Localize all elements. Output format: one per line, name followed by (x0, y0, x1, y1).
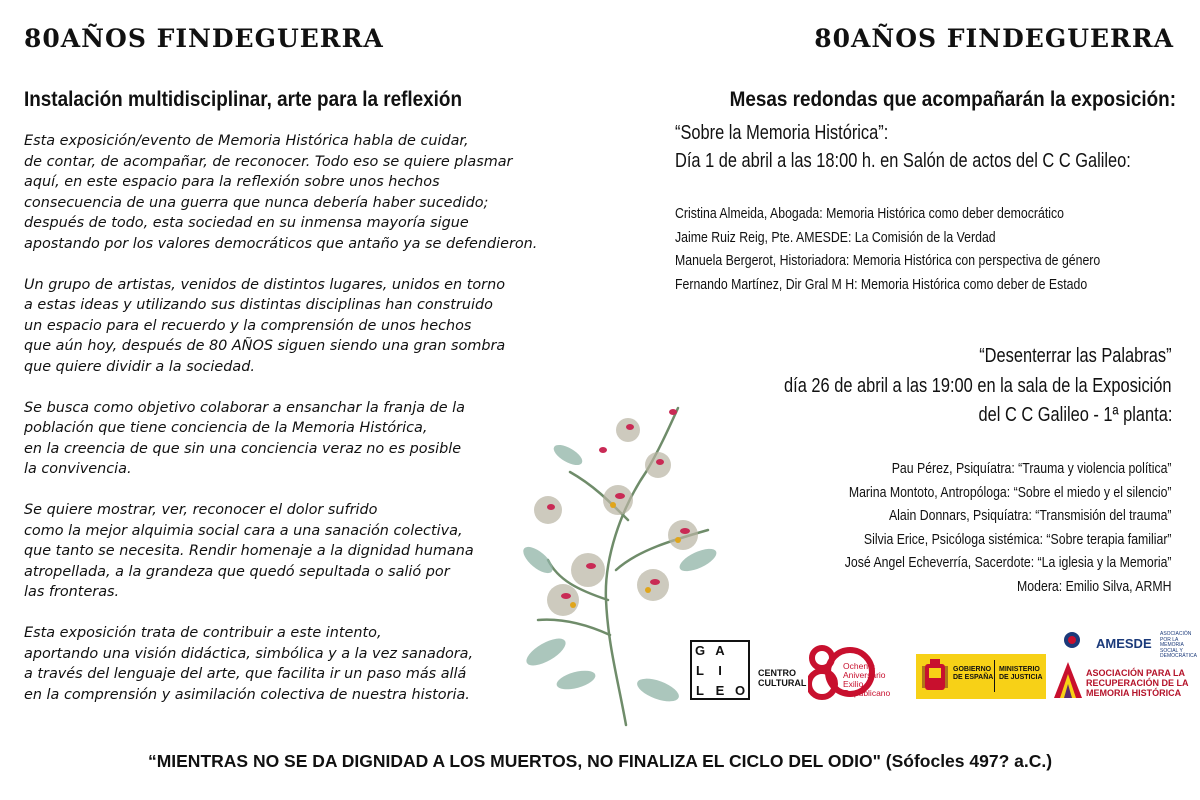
amesde-name: AMESDE (1096, 636, 1152, 651)
logo-text-line: RECUPERACIÓN DE LA (1086, 678, 1189, 688)
text-line: apostando por los valores democráticos que antaño ya se defendieron. (24, 235, 538, 252)
paragraph (24, 275, 584, 378)
logo-text-line: Ochenta (843, 661, 876, 671)
text-line: a través del lenguaje del arte, que facilita ir un paso más allá (24, 666, 467, 682)
galileo-caption (758, 668, 806, 688)
logo-text-line: GOBIERNO (953, 666, 992, 673)
logo-letter: L (696, 682, 704, 698)
text-line: en la creencia de que sin una conciencia veraz no es posible (24, 440, 462, 457)
paragraph (24, 500, 584, 603)
text-line: población que tiene conciencia de la Memoria Histórica, (24, 420, 428, 436)
speaker-item: Manuela Bergerot, Historiadora: Memoria Histórica con perspectiva de género (675, 252, 1101, 269)
text-line: como la mejor alquimia social cara a una sanación colectiva, (24, 522, 463, 539)
talk2-venue: del C C Galileo - 1ª planta: (978, 404, 1172, 426)
speaker-item: Fernando Martínez, Dir Gral M H: Memoria Histórica como deber de Estado (675, 275, 1088, 293)
logo-text-line: MEMORIA HISTÓRICA (1086, 688, 1182, 698)
text-line: de contar, de acompañar, de reconocer. Todo eso se quiere plasmar (24, 153, 513, 170)
logo-text-line: Aniversario (843, 670, 886, 680)
text-line: Esta exposición trata de contribuir a este intento, (24, 625, 382, 641)
armh-logo (1052, 660, 1084, 700)
paragraph (24, 131, 584, 254)
text-line: que quiere dividir a la sociedad. (24, 358, 255, 375)
logo-letter (730, 660, 750, 680)
logo-letter: L (696, 662, 704, 678)
caption-line: CENTRO (758, 668, 796, 678)
text-line: a estas ideas y utilizando sus distintas disciplinas han construido (24, 297, 493, 313)
sophocles-quote: “MIENTRAS NO SE DA DIGNIDAD A LOS MUERTOS, NO FINALIZA EL CICLO DEL ODIO" (Sófocles 497? a.C.) (147, 751, 1053, 771)
paragraph (24, 398, 584, 480)
text-line: consecuencia de una guerra que nunca debería haber sucedido; (24, 194, 489, 211)
logo-text-line: DE ESPAÑA (953, 674, 994, 681)
speaker-item: Marina Montoto, Antropóloga: “Sobre el miedo y el silencio” (849, 483, 1172, 501)
text-line: en la comprensión y asimilación colectiva de nuestra historia. (24, 686, 470, 703)
text-line: después de todo, esta sociedad en su inmensa mayoría sigue (24, 215, 469, 231)
logo-letter (730, 640, 750, 660)
talk2-title: “Desenterrar las Palabras” (979, 345, 1172, 367)
gobierno-espana-logo (916, 654, 1046, 699)
text-line: atropellada, a la grandeza que quedó sepultada o salió por (24, 563, 450, 580)
text-line: Se busca como objetivo colaborar a ensanchar la franja de la (24, 399, 465, 416)
brand-title-left: 80AÑOS FINDEGUERRA (24, 24, 384, 53)
talk1-date: Día 1 de abril a las 18:00 h. en Salón de actos del C C Galileo: (675, 150, 1131, 172)
coat-of-arms-icon (921, 658, 949, 695)
exhibition-description (24, 131, 584, 726)
speaker-item: Pau Pérez, Psiquíatra: “Trauma y violencia política” (892, 460, 1172, 477)
amesde-subtitle: ASOCIACIÓN POR LA MEMORIA SOCIAL Y DEMOCRÁTICA (1160, 631, 1197, 659)
speaker-item: Silvia Erice, Psicóloga sistémica: “Sobre terapia familiar” (864, 530, 1172, 548)
moderator-item: Modera: Emilio Silva, ARMH (1017, 577, 1172, 595)
talk2-speakers (845, 457, 1172, 598)
gobierno-text (953, 666, 993, 682)
logo-letter: I (718, 662, 722, 678)
logo-letter: O (734, 682, 746, 698)
galileo-logo (690, 640, 750, 700)
logo-text-line: Exilio (843, 679, 864, 689)
logo-text-line: MINISTERIO (999, 666, 1040, 673)
caption-line: CULTURAL (758, 678, 807, 688)
text-line: Un grupo de artistas, venidos de distintos lugares, unidos en torno (24, 276, 506, 293)
paragraph (24, 623, 584, 705)
armh-text (1086, 668, 1189, 698)
logo-letter: A (715, 642, 725, 658)
logo-letter: E (715, 682, 725, 698)
text-line: aportando una visión didáctica, simbólica y a la vez sanadora, (24, 645, 474, 662)
speaker-item: Alain Donnars, Psiquíatra: “Transmisión del trauma” (889, 507, 1172, 524)
talk2-date: día 26 de abril a las 19:00 en la sala de la Exposición (784, 375, 1172, 397)
speaker-item: Jaime Ruiz Reig, Pte. AMESDE: La Comisión de la Verdad (675, 228, 996, 246)
text-line: que tanto se necesita. Rendir homenaje a la dignidad humana (24, 543, 474, 559)
logo-text-line: ASOCIACIÓN PARA LA (1086, 668, 1185, 678)
ochenta-aniversario-text (843, 662, 890, 698)
logo-letter: G (694, 642, 706, 658)
talk1-speakers (675, 202, 1100, 296)
text-line: Esta exposición/evento de Memoria Histórica habla de cuidar, (24, 133, 469, 149)
talk1-title: “Sobre la Memoria Histórica”: (675, 122, 889, 144)
logo-text-line: Republicano (843, 688, 891, 698)
round-tables-heading: Mesas redondas que acompañarán la exposición: (729, 88, 1176, 111)
text-line: un espacio para el recuerdo y la comprensión de unos hechos (24, 317, 472, 334)
speaker-item: José Angel Echeverría, Sacerdote: “La iglesia y la Memoria” (845, 554, 1172, 571)
text-line: que aún hoy, después de 80 AÑOS siguen siendo una gran sombra (24, 338, 506, 354)
logo-text-line: DE JUSTICIA (999, 674, 1043, 681)
speaker-item: Cristina Almeida, Abogada: Memoria Histórica como deber democrático (675, 205, 1065, 222)
text-line: Se quiere mostrar, ver, reconocer el dolor sufrido (24, 502, 378, 518)
installation-heading: Instalación multidisciplinar, arte para la reflexión (24, 88, 463, 111)
text-line: la convivencia. (24, 461, 132, 477)
brand-title-right: 80AÑOS FINDEGUERRA (814, 24, 1174, 53)
text-line: las fronteras. (24, 584, 120, 600)
ministerio-text (999, 666, 1043, 682)
text-line: aquí, en este espacio para la reflexión sobre unos hechos (24, 174, 440, 190)
